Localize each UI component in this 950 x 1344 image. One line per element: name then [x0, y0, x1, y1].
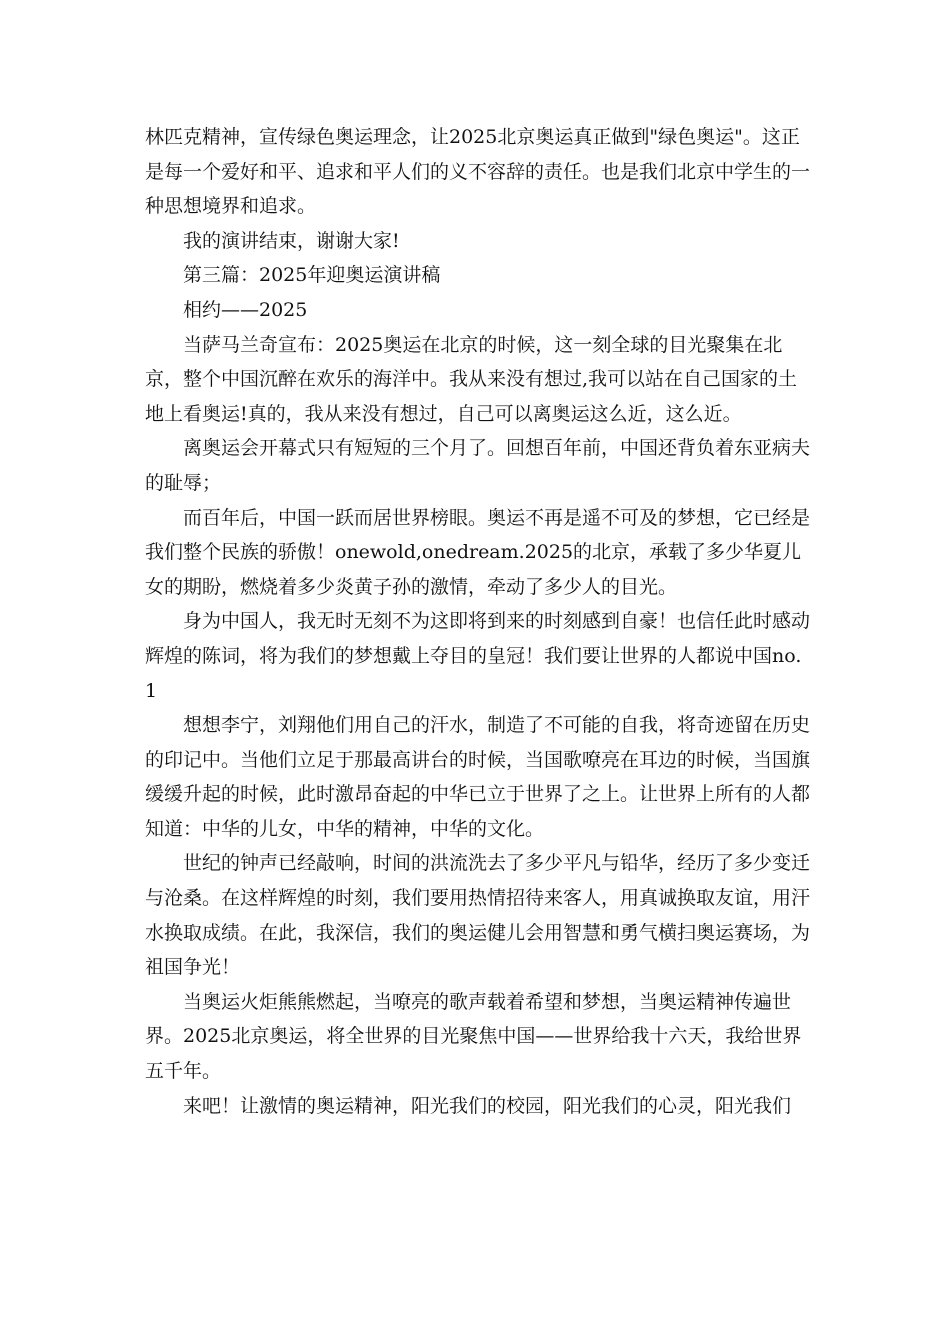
paragraph: 当奥运火炬熊熊燃起，当嘹亮的歌声载着希望和梦想，当奥运精神传遍世界。2025北京奥运，将全世界的目光聚焦中国——世界给我十六天，我给世界五千年。	[145, 990, 802, 1083]
paragraph: 当萨马兰奇宣布：2025奥运在北京的时候，这一刻全球的目光聚集在北京，整个中国沉醉在欢乐的海洋中。我从来没有想过,我可以站在自己国家的土地上看奥运!真的，我从来没有想过，自己可以离奥运这么近，这么近。	[145, 333, 798, 425]
paragraph: 世纪的钟声已经敲响，时间的洪流洗去了多少平凡与铅华，经历了多少变迁与沧桑。在这样辉煌的时刻，我们要用热情招待来客人，用真诚换取友谊，用汗水换取成绩。在此，我深信，我们的奥运健儿会用智慧和勇气横扫奥运赛场，为祖国争光！	[145, 852, 811, 979]
paragraph: 离奥运会开幕式只有短短的三个月了。回想百年前，中国还背负着东亚病夫的耻辱；	[145, 437, 811, 494]
section-heading: 第三篇：2025年迎奥运演讲稿	[183, 264, 441, 287]
paragraph-continuation: 林匹克精神，宣传绿色奥运理念，让2025北京奥运真正做到"绿色奥运"。这正是每一个爱好和平、追求和平人们的义不容辞的责任。也是我们北京中学生的一种思想境界和追求。	[145, 126, 811, 218]
paragraph: 身为中国人，我无时无刻不为这即将到来的时刻感到自豪！也信任此时感动辉煌的陈词，将为我们的梦想戴上夺目的皇冠！我们要让世界的人都说中国no.1	[145, 610, 811, 702]
document-body	[145, 120, 810, 1123]
paragraph: 而百年后，中国一跃而居世界榜眼。奥运不再是遥不可及的梦想，它已经是我们整个民族的骄傲！onewold,onedream.2025的北京，承载了多少华夏儿女的期盼，燃烧着多少炎黄子孙的激情，牵动了多少人的目光。	[145, 506, 811, 598]
paragraph: 来吧！让激情的奥运精神，阳光我们的校园，阳光我们的心灵，阳光我们	[183, 1094, 792, 1117]
paragraph-closing: 我的演讲结束，谢谢大家!	[183, 229, 400, 252]
paragraph: 想想李宁，刘翔他们用自己的汗水，制造了不可能的自我，将奇迹留在历史的印记中。当他们立足于那最高讲台的时候，当国歌嘹亮在耳边的时候，当国旗缓缓升起的时候，此时激昂奋起的中华已立于世界了之上。让世界上所有的人都知道：中华的儿女，中华的精神，中华的文化。	[145, 714, 811, 840]
speech-title: 相约——2025	[183, 298, 308, 321]
